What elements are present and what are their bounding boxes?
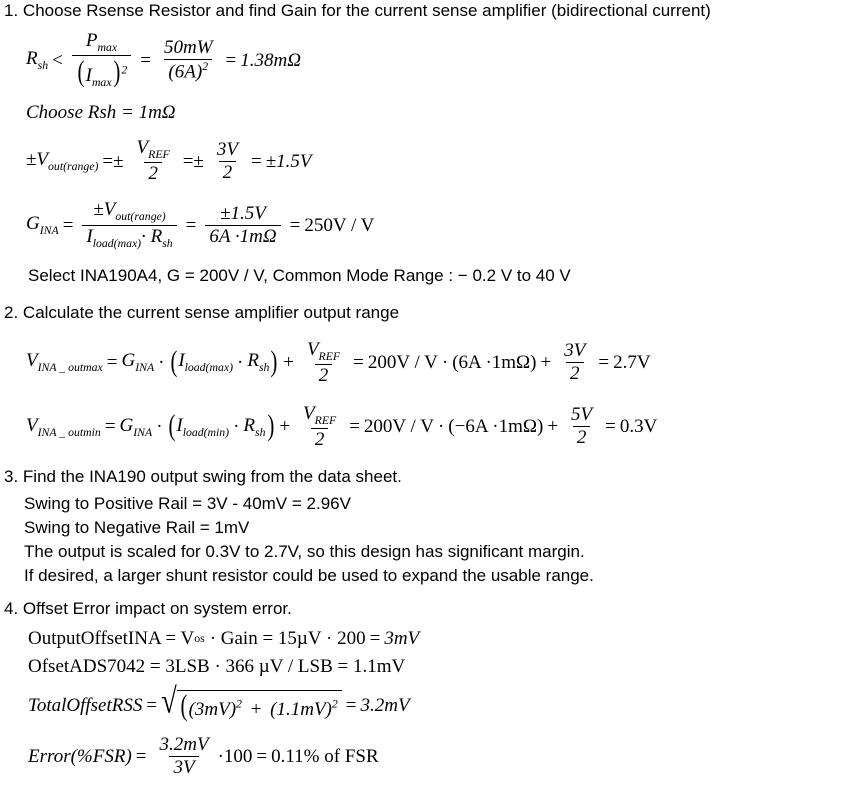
outmax-result: 2.7V bbox=[613, 352, 651, 374]
rss-term-a-visible: (3mV) bbox=[188, 698, 237, 720]
gina-num-subscript: out(range) bbox=[115, 210, 166, 224]
step-4-number: 4. bbox=[4, 598, 19, 618]
outmin-rsh-subscript: sh bbox=[255, 425, 266, 439]
vout-range-result: ±1.5V bbox=[265, 150, 312, 172]
step-3-heading bbox=[0, 466, 857, 488]
step-3-line-3: The output is scaled for 0.3V to 2.7V, so this design has significant margin. bbox=[24, 541, 585, 561]
gina-den-value: 6A ·1mΩ bbox=[209, 225, 277, 247]
gina-symbol: G bbox=[26, 212, 40, 234]
rsh-relation: < bbox=[52, 49, 63, 71]
outmax-gain-symbol: G bbox=[121, 350, 136, 372]
equation-offset-ads7042 bbox=[0, 657, 857, 676]
vref-subscript: REF bbox=[148, 148, 170, 162]
step-3-line-1: Swing to Positive Rail = 3V - 40mV = 2.96V bbox=[24, 493, 351, 513]
three-volt-den: 2 bbox=[222, 161, 233, 183]
outmax-gain-subscript: INA bbox=[135, 361, 155, 375]
three-volt-num: 3V bbox=[216, 138, 238, 160]
outmin-load-symbol: I bbox=[176, 414, 183, 436]
offset-ads-text: OfsetADS7042 = 3LSB · 366 µV / LSB = 1.1mV bbox=[28, 655, 406, 677]
vout-subscript: out(range) bbox=[48, 159, 99, 173]
rss-term-b-exp: 2 bbox=[331, 697, 338, 711]
rss-term-a-exp: 2 bbox=[236, 697, 242, 711]
imax-subscript: max bbox=[91, 75, 112, 89]
outmax-vref-subscript: REF bbox=[318, 349, 341, 363]
step-3 bbox=[0, 466, 857, 588]
error-fsr-den: 3V bbox=[173, 757, 195, 779]
rsh-result: 1.38mΩ bbox=[240, 49, 301, 71]
os-subscript: os bbox=[194, 631, 205, 645]
rsh-factor: · R bbox=[141, 225, 163, 247]
choose-rsh-line bbox=[0, 103, 857, 122]
total-rss-label: TotalOffsetRSS bbox=[28, 695, 143, 717]
step-4 bbox=[0, 598, 857, 778]
step-2-heading-text: Calculate the current sense amplifier output range bbox=[22, 302, 400, 322]
output-offset-label: OutputOffsetINA = V bbox=[28, 627, 195, 649]
outmax-vref-den: 2 bbox=[318, 364, 329, 386]
power-value: 50mW bbox=[163, 37, 213, 59]
step-4-heading-text: Offset Error impact on system error. bbox=[22, 598, 292, 618]
outmin-vref-subscript: REF bbox=[314, 413, 337, 427]
error-fsr-mult: ·100 bbox=[217, 746, 253, 768]
equation-vout-range: $\pm V_{out(range)}$ =± $\frac{V_{REF}}{2}$ =± $\frac{3V}{2}$ = ±1.5V bbox=[26, 137, 312, 185]
select-part-text: Select INA190A4, G = 200V / V, Common Mode Range : − 0.2 V to 40 V bbox=[28, 265, 571, 285]
three-volt-fraction bbox=[213, 140, 242, 183]
pmax-subscript: max bbox=[97, 40, 118, 54]
outmin-frac2-den: 2 bbox=[576, 427, 587, 449]
vref-fraction bbox=[133, 138, 174, 184]
outmin-vref-symbol: V bbox=[303, 402, 315, 424]
equation-output-offset-ina: OutputOffsetINA = V os · Gain = 15µV · 200 = 3mV bbox=[28, 627, 420, 649]
step-3-number: 3. bbox=[4, 466, 19, 486]
step-1-heading-text: Choose Rsense Resistor and find Gain for the current sense amplifier (bidirectional current) bbox=[22, 1, 711, 20]
pmax-symbol: P bbox=[85, 30, 98, 51]
rsh-symbol: R bbox=[26, 47, 38, 69]
rsh-subscript: sh bbox=[37, 58, 49, 72]
outmin-gain-symbol: G bbox=[119, 414, 134, 436]
step-4-heading bbox=[0, 598, 857, 620]
outmax-load-symbol: I bbox=[178, 350, 185, 372]
outmax-gain-value: 200V / V bbox=[367, 352, 438, 374]
vref-denominator: 2 bbox=[148, 163, 158, 185]
vout-symbol: ±V bbox=[26, 149, 49, 171]
outmax-load-subscript: load(max) bbox=[184, 361, 233, 375]
outmax-vref-symbol: V bbox=[306, 338, 319, 360]
error-fsr-fraction bbox=[156, 735, 213, 778]
sqrt-group: √ ($(3mV)^2 + (1.1mV)^2$ bbox=[161, 690, 342, 721]
step-3-line-2: Swing to Negative Rail = 1mV bbox=[24, 517, 250, 537]
outmax-result-fraction bbox=[560, 341, 589, 384]
gina-num-value: ±1.5V bbox=[220, 202, 266, 224]
error-fsr-label: Error(%FSR) bbox=[28, 746, 132, 768]
outmin-frac2-num: 5V bbox=[571, 404, 593, 426]
total-rss-result: 3.2mV bbox=[360, 695, 410, 717]
gina-result: 250V / V bbox=[304, 214, 375, 236]
step-1-number: 1. bbox=[4, 1, 19, 20]
equation-rsh: $R_{sh}$ < $\frac{P_{max}}{(I_{max})^2}$ = $\frac{50mW}{(6A)^2}$ = 1.38mΩ bbox=[26, 30, 301, 89]
rss-term-b: (1.1mV) bbox=[270, 698, 332, 720]
rsh-fraction-2 bbox=[160, 38, 217, 82]
imax-symbol: I bbox=[85, 65, 92, 87]
step-2 bbox=[0, 302, 857, 450]
outmax-vref-fraction bbox=[303, 340, 344, 386]
rsh-factor-subscript: sh bbox=[162, 236, 173, 250]
vina-outmax-symbol: V bbox=[26, 350, 38, 372]
equation-vina-outmin: $V_{INA \_ outmin}$ = $G_{INA}$ · ( $I_{load(min)}$ · $R_{sh}$ ) + $\frac{V_{REF}}{2}$ = 200V / V · (−6A ·1mΩ) + $\frac{5V}{2}$ = 0.3V bbox=[26, 402, 658, 450]
step-3-heading-text: Find the INA190 output swing from the data sheet. bbox=[22, 466, 402, 486]
outmax-rsh-symbol: R bbox=[247, 350, 259, 372]
outmin-rsh-symbol: R bbox=[243, 414, 256, 436]
vina-outmin-subscript: INA _ outmin bbox=[37, 425, 101, 439]
outmin-vref-fraction bbox=[299, 404, 340, 450]
current-value: (6A) bbox=[168, 61, 203, 83]
outmax-frac2-den: 2 bbox=[570, 363, 580, 385]
outmin-gain-subscript: INA bbox=[133, 425, 153, 439]
equation-total-offset-rss: TotalOffsetRSS = √ ($(3mV)^2 + (1.1mV)^2$ = 3.2mV bbox=[28, 682, 410, 722]
vina-outmin-symbol: V bbox=[26, 414, 38, 436]
gina-num-symbol: ±V bbox=[93, 199, 116, 221]
step-1 bbox=[0, 0, 857, 288]
imax-exponent: 2 bbox=[121, 63, 128, 77]
equation-vina-outmax: $V_{INA \_ outmax}$ = $G_{INA}$ · ( $I_{load(max)}$ · $R_{sh}$ ) + $\frac{V_{REF}}{2}$ = 200V / V · (6A ·1mΩ) + $\frac{3V}{2}$ = 2.7V bbox=[26, 338, 651, 386]
equation-error-fsr: Error(%FSR) = $\frac{3.2mV}{3V}$ ·100 = 0.11% of FSR bbox=[28, 734, 379, 779]
error-fsr-result: 0.11% of FSR bbox=[271, 746, 379, 768]
vina-outmax-subscript: INA _ outmax bbox=[37, 361, 103, 375]
iload-symbol: I bbox=[86, 225, 93, 247]
error-fsr-num: 3.2mV bbox=[159, 734, 209, 756]
outmin-paren-value: (−6A ·1mΩ) bbox=[448, 416, 544, 438]
outmin-load-subscript: load(min) bbox=[182, 425, 230, 439]
rsh-fraction-1: $\frac{P_{max}}{(I_{max})^2}$ bbox=[72, 31, 131, 89]
rss-plus: + bbox=[250, 698, 262, 720]
step-2-number: 2. bbox=[4, 302, 19, 322]
iload-subscript: load(max) bbox=[92, 236, 142, 250]
step-1-heading bbox=[0, 0, 857, 22]
gina-fraction-1 bbox=[82, 200, 176, 249]
outmin-result: 0.3V bbox=[619, 416, 658, 438]
current-exponent: 2 bbox=[202, 59, 209, 73]
outmax-paren-value: (6A ·1mΩ) bbox=[452, 352, 537, 374]
gina-subscript: INA bbox=[39, 223, 59, 237]
select-part-line bbox=[0, 264, 857, 288]
step-3-line-4: If desired, a larger shunt resistor could be used to expand the usable range. bbox=[24, 565, 594, 585]
outmin-gain-value: 200V / V bbox=[363, 416, 434, 438]
outmax-rsh-subscript: sh bbox=[258, 361, 270, 375]
outmax-frac2-num: 3V bbox=[564, 340, 586, 362]
equation-gina: $G_{INA}$ = $\frac{\pm V_{out(range)}}{I_{load(max)}\cdot R_{sh}}$ = $\frac{\pm 1.5V}{6A \cdot 1m\Omega}$ = 250V / V bbox=[26, 199, 375, 250]
step-2-heading bbox=[0, 302, 857, 324]
vref-symbol: V bbox=[136, 137, 149, 159]
outmin-vref-den: 2 bbox=[314, 428, 325, 450]
gina-fraction-2 bbox=[205, 204, 280, 247]
output-offset-mid: · Gain = 15µV · 200 bbox=[209, 627, 366, 649]
output-offset-result: 3mV bbox=[384, 627, 420, 649]
choose-rsh-text: Choose Rsh = 1mΩ bbox=[26, 102, 176, 124]
outmin-result-fraction bbox=[567, 405, 596, 448]
